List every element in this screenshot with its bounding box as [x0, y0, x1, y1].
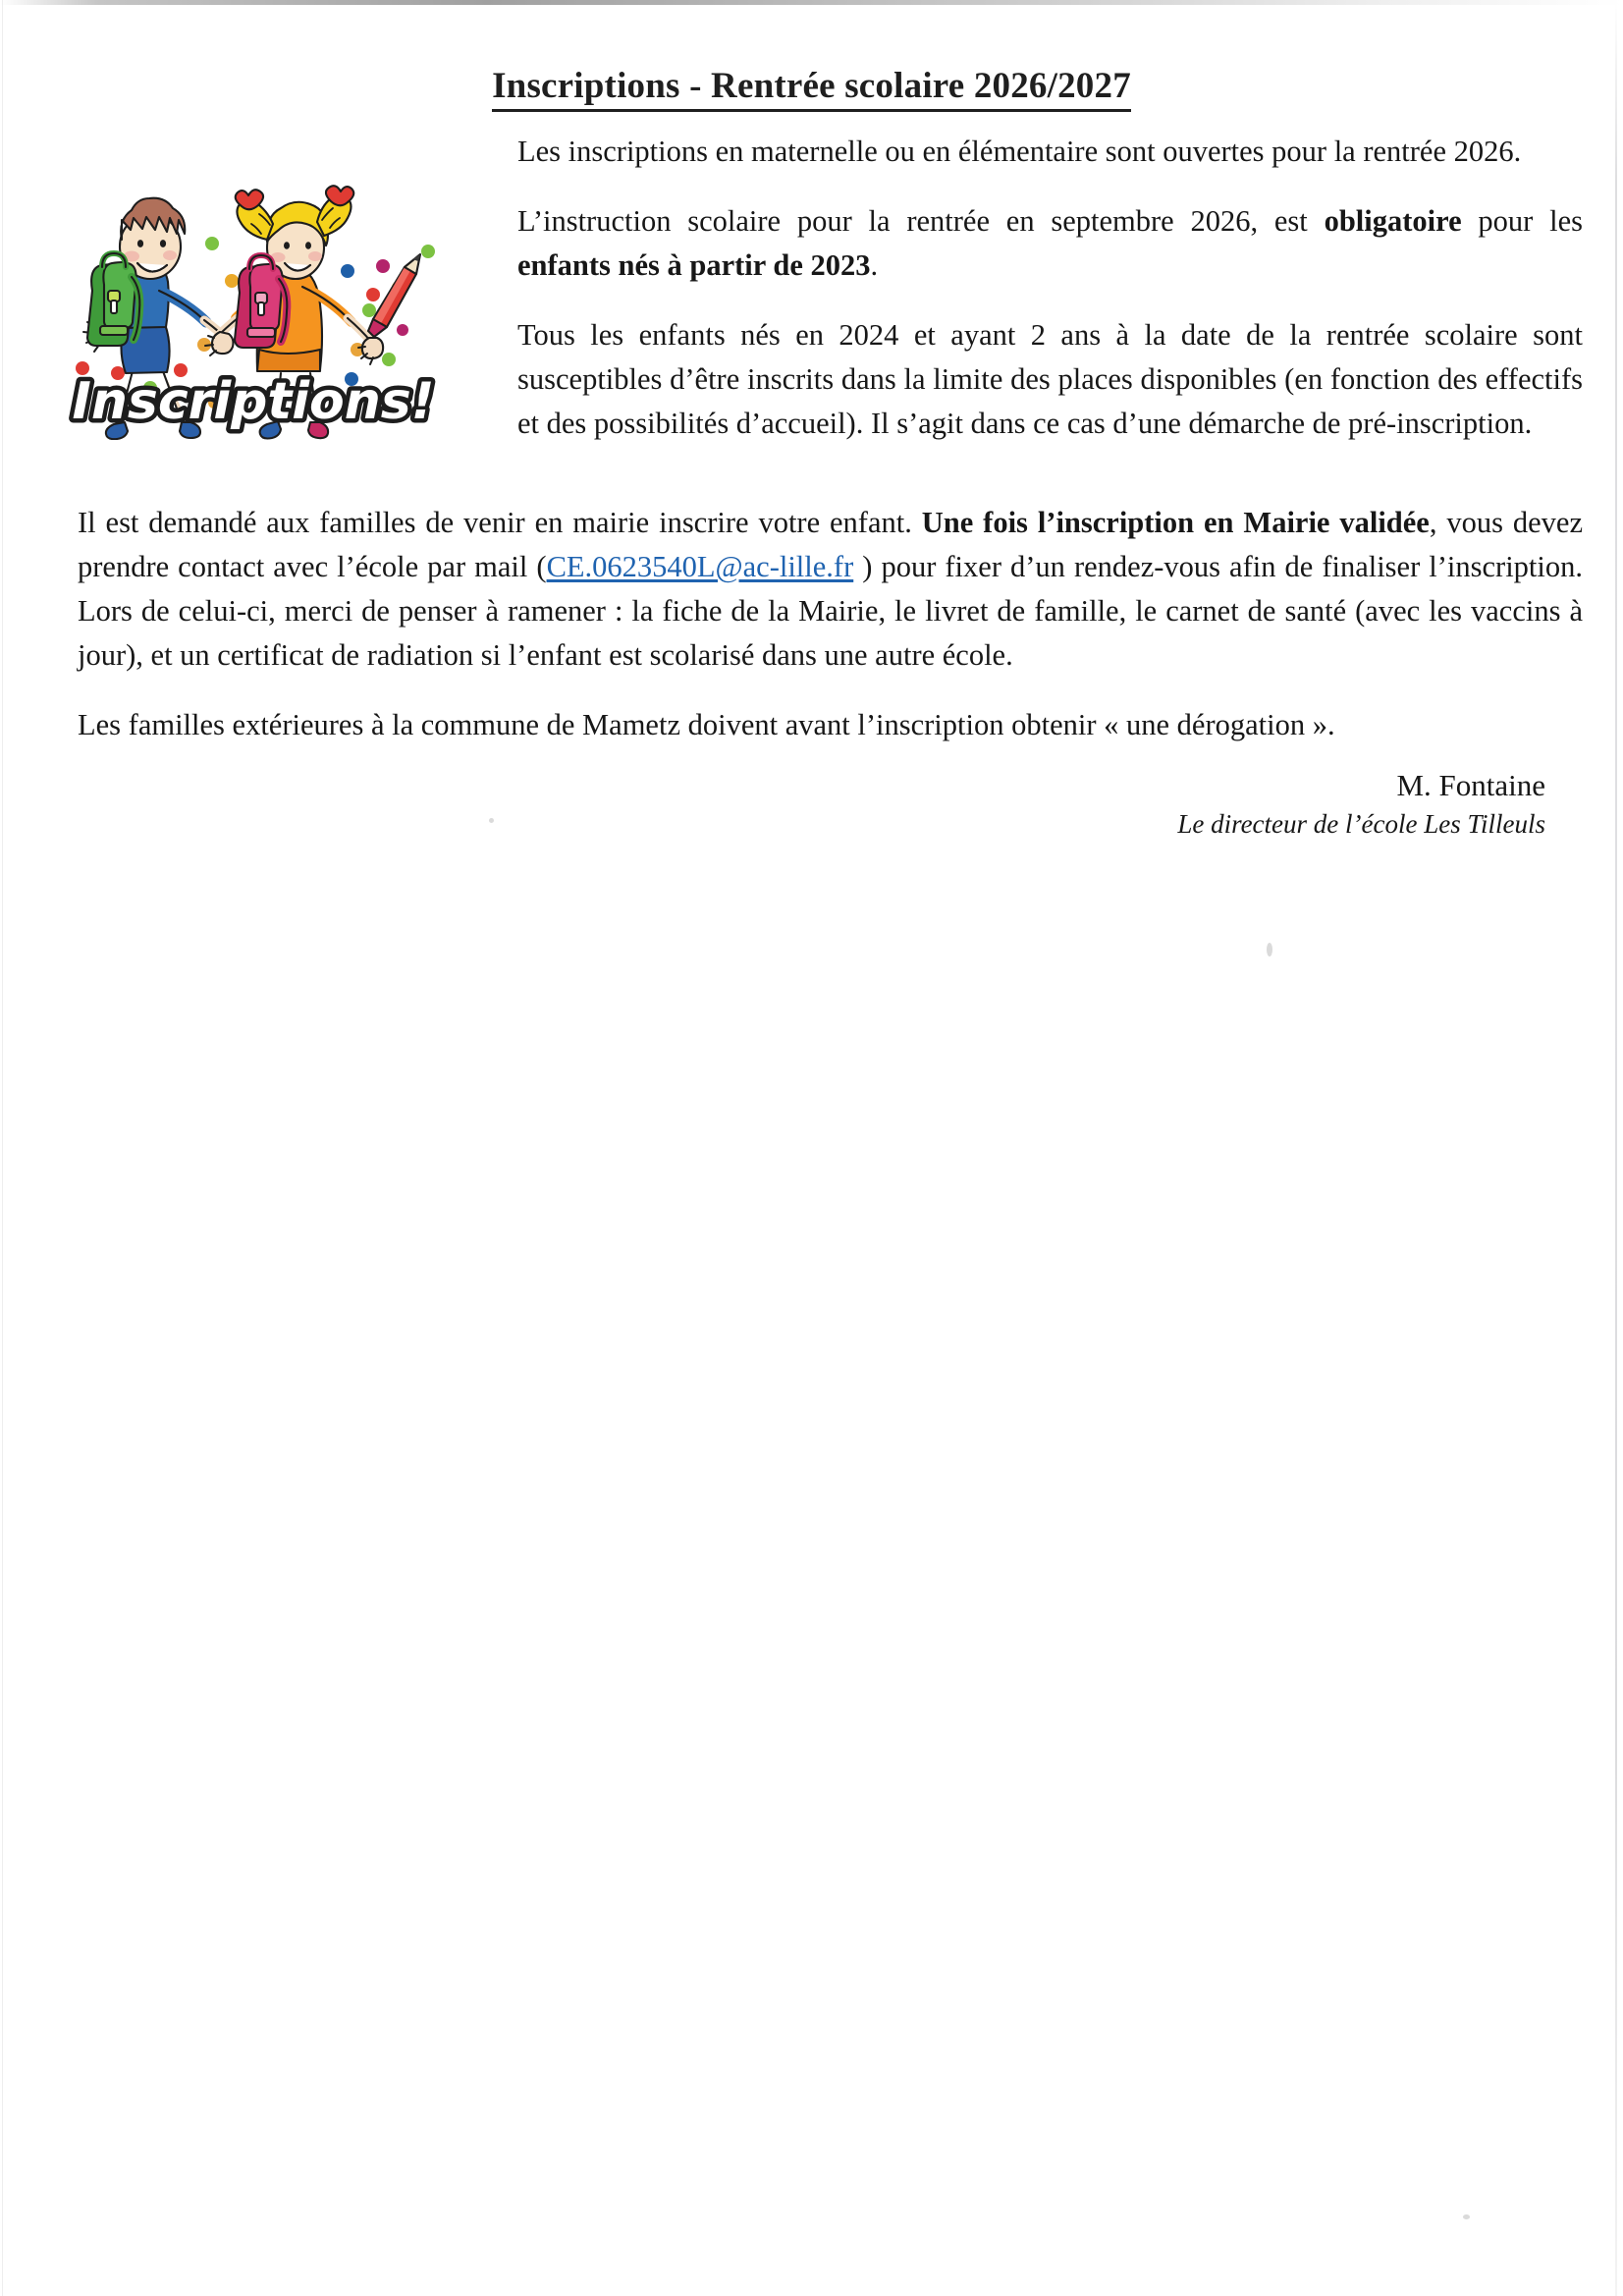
paragraph-5-text: Les familles extérieures à la commune de Mametz doivent avant l’inscription obtenir « une dérogation ». [78, 708, 1335, 741]
paragraph-1 [517, 130, 1583, 174]
school-email-link[interactable]: CE.0623540L@ac-lille.fr [546, 550, 854, 583]
signature-role: Le directeur de l’école Les Tilleuls [1177, 809, 1545, 839]
page-title: Inscriptions - Rentrée scolaire 2026/2027 [492, 66, 1131, 112]
paragraph-4-bold-mairie-validee: Une fois l’inscription en Mairie validée [921, 506, 1430, 539]
scan-edge-right [1615, 0, 1617, 2296]
illustration-caption-group [73, 372, 435, 431]
paragraph-2-bold-enfants-nes: enfants nés à partir de 2023 [517, 248, 871, 282]
paragraph-3 [517, 313, 1583, 446]
paragraph-4 [78, 501, 1583, 678]
paragraph-4-part-a: Il est demandé aux familles de venir en mairie inscrire votre enfant. [78, 506, 922, 539]
page-title-container [0, 41, 1623, 137]
scan-speck [1267, 943, 1272, 957]
paragraph-5 [78, 703, 1583, 747]
scan-speck [489, 818, 494, 823]
paragraph-2-part-a: L’instruction scolaire pour la rentrée en septembre 2026, est [517, 204, 1325, 238]
main-text-block [78, 501, 1583, 747]
paragraph-2-part-c: . [870, 248, 879, 282]
scan-speck [1463, 2214, 1470, 2219]
paragraph-1-text: Les inscriptions en maternelle ou en élémentaire sont ouvertes pour la rentrée 2026. [517, 135, 1522, 168]
signature-name: M. Fontaine [1396, 768, 1545, 802]
signature-block [937, 766, 1545, 843]
paragraph-4-part-c: ) pour fixer d’un rendez-vous afin de finaliser l’inscription. Lors de celui-ci, merci de penser à ramener : la fiche de la Mairie, le livret de famille, le carnet de santé (avec les vaccins à jour), et un certificat de radiation si l’enfant est scolarisé dans une autre école. [78, 550, 1583, 672]
paragraph-3-text: Tous les enfants nés en 2024 et ayant 2 ans à la date de la rentrée scolaire sont susceptibles d’être inscrits dans la limite des places disponibles (en fonction des effectifs et des possibilités d’accueil). Il s’agit dans ce cas d’une démarche de pré-inscription. [517, 318, 1583, 440]
scan-edge-top [0, 0, 1623, 5]
illustration-caption: Inscriptions! [72, 372, 435, 431]
scan-edge-left [2, 0, 3, 2296]
paragraph-4-part-b: , vous devez prendre contact avec l’école par mail ( [78, 506, 1584, 583]
paragraph-2 [517, 199, 1583, 288]
inscriptions-illustration [57, 145, 450, 440]
intro-text-column [517, 130, 1583, 446]
paragraph-2-bold-obligatoire: obligatoire [1324, 204, 1462, 238]
paragraph-2-part-b: pour les [1461, 204, 1583, 238]
